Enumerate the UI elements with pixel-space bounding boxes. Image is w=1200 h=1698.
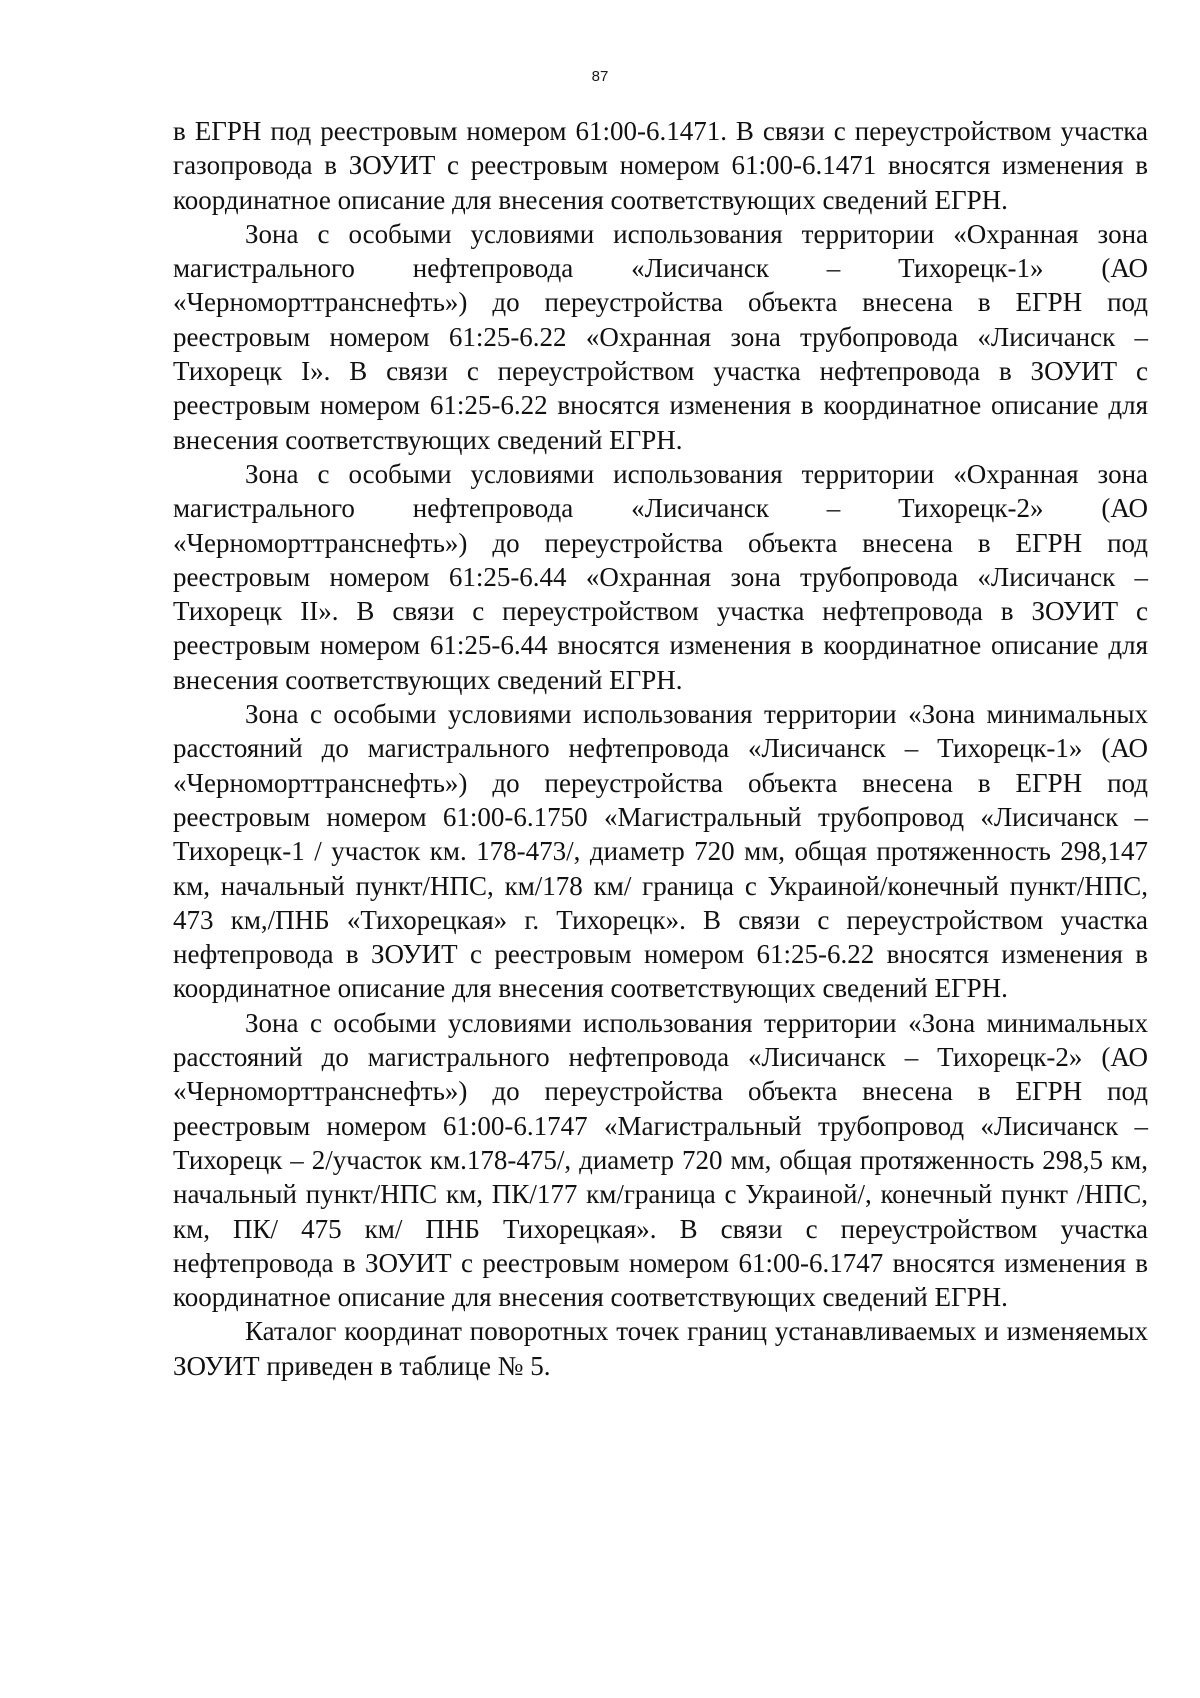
- page-number: 87: [591, 68, 609, 85]
- paragraph-okhrannaya-zona-1: Зона с особыми условиями использования территории «Охранная зона магистрального нефтепровода «Лисичанск – Тихорецк-1» (АО «Черноморттранснефть») до переустройства объекта внесена в ЕГРН под реестровым номером 61:25-6.22 «Охранная зона трубопровода «Лисичанск – Тихорецк I». В связи с переустройством участка нефтепровода в ЗОУИТ с реестровым номером 61:25-6.22 вносятся изменения в координатное описание для внесения соответствующих сведений ЕГРН.: [173, 218, 1148, 455]
- paragraph-continuation: в ЕГРН под реестровым номером 61:00-6.1471. В связи с переустройством участка газопровода в ЗОУИТ с реестровым номером 61:00-6.1471 вносятся изменения в координатное описание для внесения соответствующих сведений ЕГРН.: [173, 116, 1148, 215]
- paragraph-zona-min-rasstoyaniy-1: Зона с особыми условиями использования территории «Зона минимальных расстояний до магистрального нефтепровода «Лисичанск – Тихорецк-1» (АО «Черноморттранснефть») до переустройства объекта внесена в ЕГРН под реестровым номером 61:00-6.1750 «Магистральный трубопровод «Лисичанск – Тихорецк-1 / участок км. 178-473/, диаметр 720 мм, общая протяженность 298,147 км, начальный пункт/НПС, км/178 км/ граница с Украиной/конечный пункт/НПС, 473 км,/ПНБ «Тихорецкая» г. Тихорецк». В связи с переустройством участка нефтепровода в ЗОУИТ с реестровым номером 61:25-6.22 вносятся изменения в координатное описание для внесения соответствующих сведений ЕГРН.: [173, 699, 1148, 1004]
- paragraph-katalog-koordinat: Каталог координат поворотных точек границ устанавливаемых и изменяемых ЗОУИТ приведен в таблице № 5.: [173, 1316, 1148, 1381]
- paragraph-okhrannaya-zona-2: Зона с особыми условиями использования территории «Охранная зона магистрального нефтепровода «Лисичанск – Тихорецк-2» (АО «Черноморттранснефть») до переустройства объекта внесена в ЕГРН под реестровым номером 61:25-6.44 «Охранная зона трубопровода «Лисичанск – Тихорецк II». В связи с переустройством участка нефтепровода в ЗОУИТ с реестровым номером 61:25-6.44 вносятся изменения в координатное описание для внесения соответствующих сведений ЕГРН.: [173, 458, 1148, 695]
- paragraph-zona-min-rasstoyaniy-2: Зона с особыми условиями использования территории «Зона минимальных расстояний до магистрального нефтепровода «Лисичанск – Тихорецк-2» (АО «Черноморттранснефть») до переустройства объекта внесена в ЕГРН под реестровым номером 61:00-6.1747 «Магистральный трубопровод «Лисичанск – Тихорецк – 2/участок км.178-475/, диаметр 720 мм, общая протяженность 298,5 км, начальный пункт/НПС км, ПК/177 км/граница с Украиной/, конечный пункт /НПС, км, ПК/ 475 км/ ПНБ Тихорецкая». В связи с переустройством участка нефтепровода в ЗОУИТ с реестровым номером 61:00-6.1747 вносятся изменения в координатное описание для внесения соответствующих сведений ЕГРН.: [173, 1007, 1148, 1313]
- document-body: [173, 114, 1148, 1383]
